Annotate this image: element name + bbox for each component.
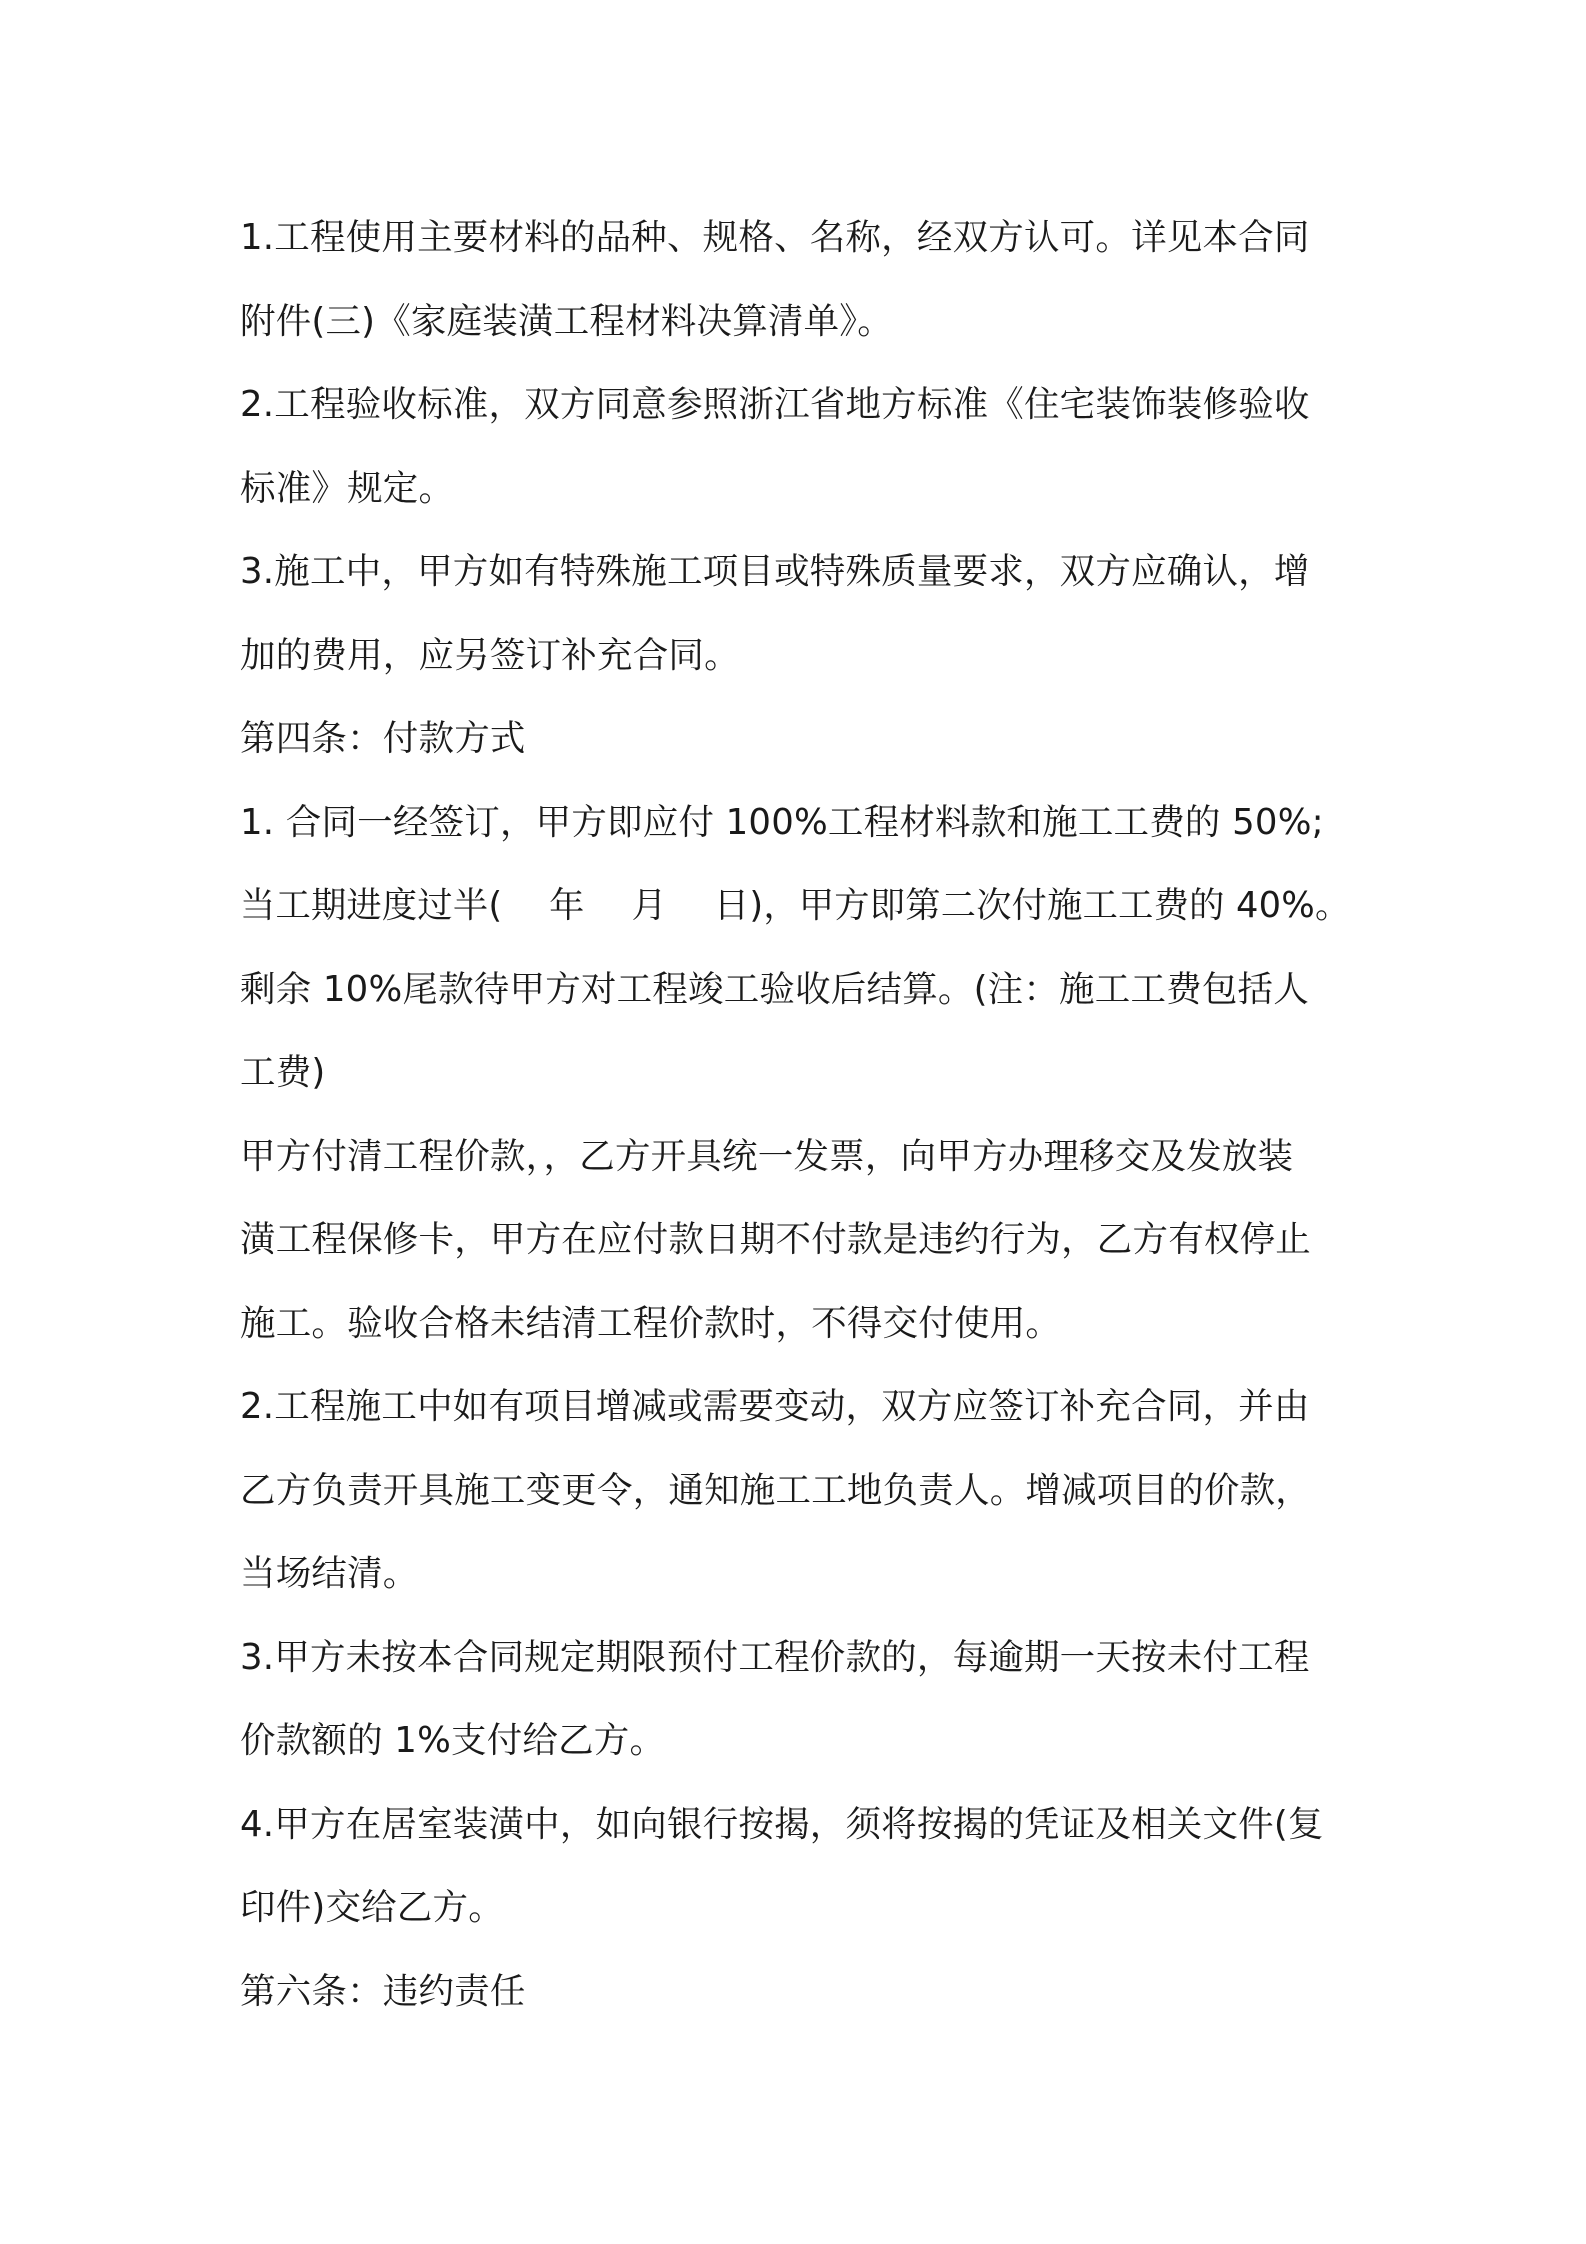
text-line-17: 当场结清。	[240, 1553, 419, 1594]
section-heading-article-6: 第六条：违约责任	[240, 1970, 526, 2012]
text-line-11: 工费)	[240, 1052, 326, 1093]
text-line-14: 施工。验收合格未结清工程价款时，不得交付使用。	[240, 1302, 1062, 1344]
text-line-2: 附件(三)《家庭装潢工程材料决算清单》。	[240, 300, 893, 342]
section-heading-article-4: 第四条：付款方式	[240, 718, 526, 759]
text-line-21: 印件)交给乙方。	[240, 1887, 504, 1928]
text-line-12: 甲方付清工程价款，，乙方开具统一发票，向甲方办理移交及发放装	[240, 1135, 1294, 1177]
text-line-9: 当工期进度过半( 年 月 日)，甲方即第二次付施工工费的 40%。	[240, 885, 1351, 926]
text-line-10: 剩余 10%尾款待甲方对工程竣工验收后结算。(注：施工工费包括人	[240, 968, 1309, 1010]
text-line-16: 乙方负责开具施工变更令，通知施工工地负责人。增减项目的价款，	[240, 1469, 1312, 1511]
text-line-8: 1. 合同一经签订，甲方即应付 100%工程材料款和施工工费的 50%;	[240, 801, 1324, 843]
document-body	[240, 196, 1350, 2033]
text-line-18: 3.甲方未按本合同规定期限预付工程价款的，每逾期一天按未付工程	[240, 1636, 1310, 1678]
text-line-13: 潢工程保修卡，甲方在应付款日期不付款是违约行为，乙方有权停止	[240, 1219, 1312, 1260]
text-line-19: 价款额的 1%支付给乙方。	[240, 1720, 666, 1761]
text-line-15: 2.工程施工中如有项目增减或需要变动，双方应签订补充合同，并由	[240, 1386, 1310, 1427]
text-line-6: 加的费用，应另签订补充合同。	[240, 634, 740, 676]
text-line-1: 1.工程使用主要材料的品种、规格、名称，经双方认可。详见本合同	[240, 217, 1310, 258]
text-line-5: 3.施工中，甲方如有特殊施工项目或特殊质量要求，双方应确认，增	[240, 551, 1310, 592]
text-line-3: 2.工程验收标准，双方同意参照浙江省地方标准《住宅装饰装修验收	[240, 384, 1310, 425]
text-line-20: 4.甲方在居室装潢中，如向银行按揭，须将按揭的凭证及相关文件(复	[240, 1803, 1324, 1845]
text-line-4: 标准》规定。	[240, 467, 455, 509]
